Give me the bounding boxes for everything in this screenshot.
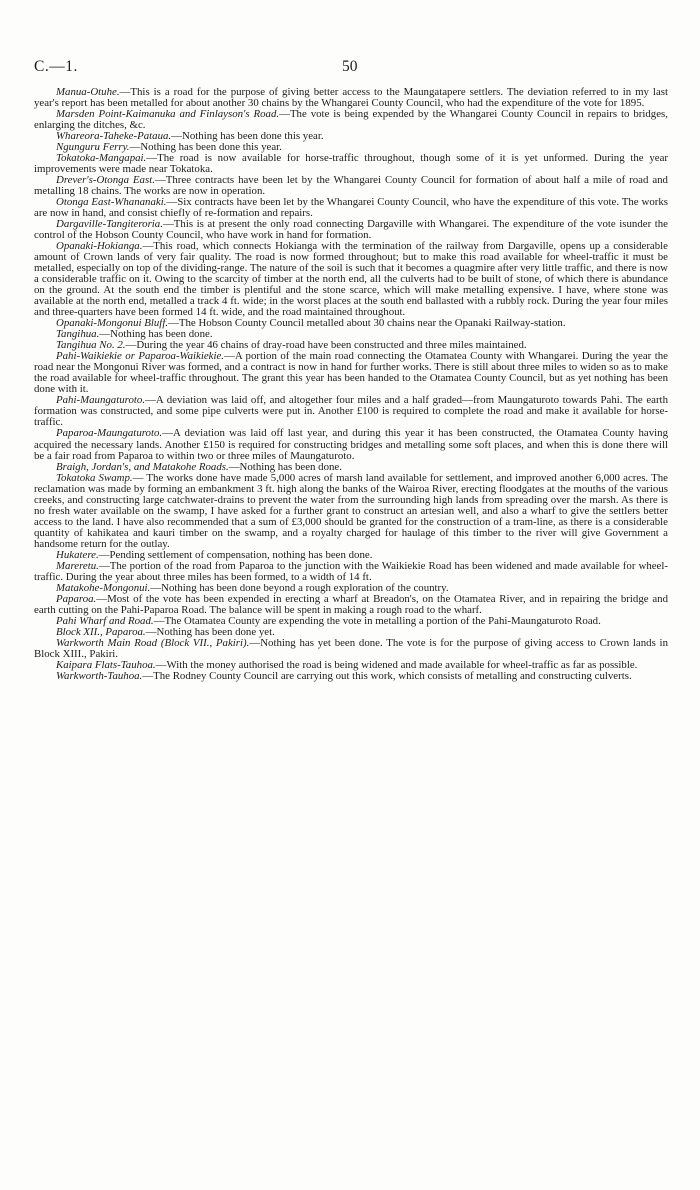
road-title: Tokatoka-Mangapai.	[56, 152, 147, 165]
road-text: —Nothing has been done.	[99, 328, 213, 341]
road-title: Block XII., Paparoa.	[56, 625, 146, 638]
road-title: Marsden Point-Kaimanuka and Finlayson's Road.	[56, 108, 280, 121]
road-text: —A portion of the main road connecting the Otamatea County with Whangarei. During the year the road near the Mongonui River was formed, and a contract is now in hand for further works. There is still about three miles to widen so as to make the road available for wheel-traffic throughout. The grant this year has been handed to the Otamatea County Council, but as yet nothing has been done with it.	[34, 350, 668, 396]
road-title: Matakohe-Mongonui.	[56, 581, 151, 594]
road-paragraph	[34, 395, 668, 428]
road-text: —Pending settlement of compensation, nothing has been done.	[98, 548, 373, 561]
road-text: — The works done have made 5,000 acres of marsh land available for settlement, and improved another 6,000 acres. The reclamation was made by forming an embankment 3 ft. high along the banks of the Wairoa River, erecting floodgates at the mouths of the various creeks, and constructing large catchwater-drains to prevent the water from the surrounding high lands from spreading over the marsh. As there is no fresh water available on the swamp, I have asked for a further grant to construct an artesian well, and also a wharf to give the settlers better access to the land. I have also recommended that a sum of £3,000 should be granted for the construction of a tram-line, as there is a considerable quantity of kahikatea and kauri timber on the swamp, and a royalty charged for haulage of this timber to the river will give Government a handsome return for the outlay.	[34, 471, 668, 550]
road-title: Hukatere.	[56, 548, 99, 561]
road-text: —Nothing has yet been done. The vote is for the purpose of giving access to Crown lands in Block XIII., Pakiri.	[34, 636, 668, 660]
road-text: —The road is now available for horse-traffic throughout, though some of it is yet unformed. During the year improvements were made near Tokatoka.	[34, 152, 668, 176]
road-paragraph	[34, 241, 668, 318]
road-paragraph	[34, 109, 668, 131]
road-title: Manua-Otuhe.	[56, 86, 120, 98]
road-title: Ngunguru Ferry.	[56, 141, 130, 154]
road-paragraph	[34, 473, 668, 550]
road-title: Pahi-Waikiekie or Paparoa-Waikiekie.	[56, 350, 225, 363]
road-title: Tangihua No. 2.	[56, 339, 126, 352]
road-paragraph	[34, 638, 668, 660]
road-title: Tokatoka Swamp.	[56, 471, 133, 484]
road-text: —This is at present the only road connecting Dargaville with Whangarei. The expenditure of the vote isunder the control of the Hobson County Council, who have work in hand for formation.	[34, 218, 668, 242]
road-paragraph	[34, 87, 668, 109]
page-number: 50	[342, 58, 358, 75]
road-text: —This road, which connects Hokianga with the termination of the railway from Dargaville, opens up a considerable amount of Crown lands of very fair quality. The road is now formed throughout; but to make this road available for wheel-traffic it must be metalled, especially on top of the dividing-range. The nature of the soil is such that it becomes a quagmire after very little traffic, and there is now a considerable traffic on it. Owing to the scarcity of timber at the north end, all the culverts had to be built of stone, of which there is abundance on the ground. At the south end the timber is plentiful and the stone scarce, which will make metalling expensive. I have, where stone was available at the north end, metalled a track 4 ft. wide; in the worst places at the south end ballasted with a rubbly rock. During the year four miles and three-quarters have been formed 14 ft. wide, and the road maintained throughout.	[34, 240, 668, 319]
road-text: —The Rodney County Council are carrying out this work, which consists of metalling and constructing culverts.	[142, 669, 632, 682]
road-title: Drever's-Otonga East.	[56, 174, 155, 187]
road-title: Warkworth Main Road (Block VII., Pakiri).	[56, 636, 250, 649]
road-paragraph	[34, 197, 668, 219]
road-text: —The Otamatea County are expending the vote in metalling a portion of the Pahi-Maungaturoto Road.	[153, 614, 601, 627]
road-title: Tangihua.	[56, 328, 100, 341]
road-paragraph	[34, 561, 668, 583]
road-text: —Six contracts have been let by the Whangarei County Council, who have the expenditure of this vote. The works are now in hand, and consist chiefly of re-formation and repairs.	[34, 196, 668, 220]
report-body	[34, 87, 668, 682]
road-text: —A deviation was laid off last year, and during this year it has been constructed, the Otamatea County having acquired the necessary lands. Another £150 is required for constructing bridges and metalling some soft places, and when this is done there will be a fair road from Paparoa to within two or three miles of Maungaturoto.	[34, 427, 668, 462]
road-paragraph	[34, 594, 668, 616]
document-reference: C.—1.	[34, 58, 78, 75]
road-paragraph	[34, 175, 668, 197]
road-text: —A deviation was laid off, and altogether four miles and a half graded—from Maungaturoto towards Pahi. The earth formation was constructed, and some pipe culverts were put in. Another £100 is required to complete the road and make it available for horse-traffic.	[34, 394, 668, 429]
road-paragraph	[34, 351, 668, 395]
road-text: —Nothing has been done yet.	[145, 625, 275, 638]
road-title: Pahi Wharf and Road.	[56, 614, 154, 627]
road-title: Paparoa.	[56, 592, 97, 605]
road-paragraph	[34, 153, 668, 175]
road-text: —Three contracts have been let by the Whangarei County Council for formation of about half a mile of road and metalling 18 chains. The works are now in operation.	[34, 174, 668, 198]
road-text: —The Hobson County Council metalled about 30 chains near the Opanaki Railway-station.	[168, 317, 566, 330]
road-paragraph	[34, 428, 668, 461]
road-title: Opanaki-Mongonui Bluff.	[56, 317, 169, 330]
road-text: —Most of the vote has been expended in erecting a wharf at Breadon's, on the Otamatea River, and in repairing the bridge and earth cutting on the Pahi-Paparoa Road. The balance will be spent in making a rough road to the wharf.	[34, 592, 668, 616]
road-title: Whareora-Taheke-Pataua.	[56, 130, 172, 143]
road-title: Dargaville-Tangiteroria.	[56, 218, 163, 231]
road-text: —This is a road for the purpose of giving better access to the Maungatapere settlers. The deviation referred to in my last year's report has been metalled for about another 30 chains by the Whangarei County Council, who had the expenditure of the vote for 1895.	[34, 86, 668, 110]
road-title: Opanaki-Hokianga.	[56, 240, 143, 253]
road-text: —The vote is being expended by the Whangarei County Council in repairs to bridges, enlarging the ditches, &c.	[34, 108, 668, 132]
road-text: —During the year 46 chains of dray-road have been constructed and three miles maintained.	[125, 339, 527, 352]
road-title: Otonga East-Whananaki.	[56, 196, 167, 209]
road-text: —Nothing has been done this year.	[129, 141, 282, 154]
road-text: —Nothing has been done.	[228, 460, 342, 473]
road-text: —Nothing has been done this year.	[171, 130, 324, 143]
page-header	[34, 58, 668, 78]
road-text: —The portion of the road from Paparoa to the junction with the Waikiekie Road has been widened and made available for wheel-traffic. During the year about three miles has been formed, to a width of 14 ft.	[34, 559, 668, 583]
road-title: Paparoa-Maungaturoto.	[56, 427, 163, 440]
road-paragraph	[34, 671, 668, 682]
road-title: Mareretu.	[56, 559, 99, 572]
road-paragraph	[34, 219, 668, 241]
road-title: Pahi-Maungaturoto.	[56, 394, 146, 407]
road-text: —Nothing has been done beyond a rough exploration of the country.	[150, 581, 449, 594]
road-title: Braigh, Jordan's, and Matakohe Roads.	[56, 460, 229, 473]
road-title: Kaipara Flats-Tauhoa.	[56, 658, 156, 671]
road-text: —With the money authorised the road is being widened and made available for wheel-traffic as far as possible.	[155, 658, 638, 671]
road-title: Warkworth-Tauhoa.	[56, 669, 143, 682]
